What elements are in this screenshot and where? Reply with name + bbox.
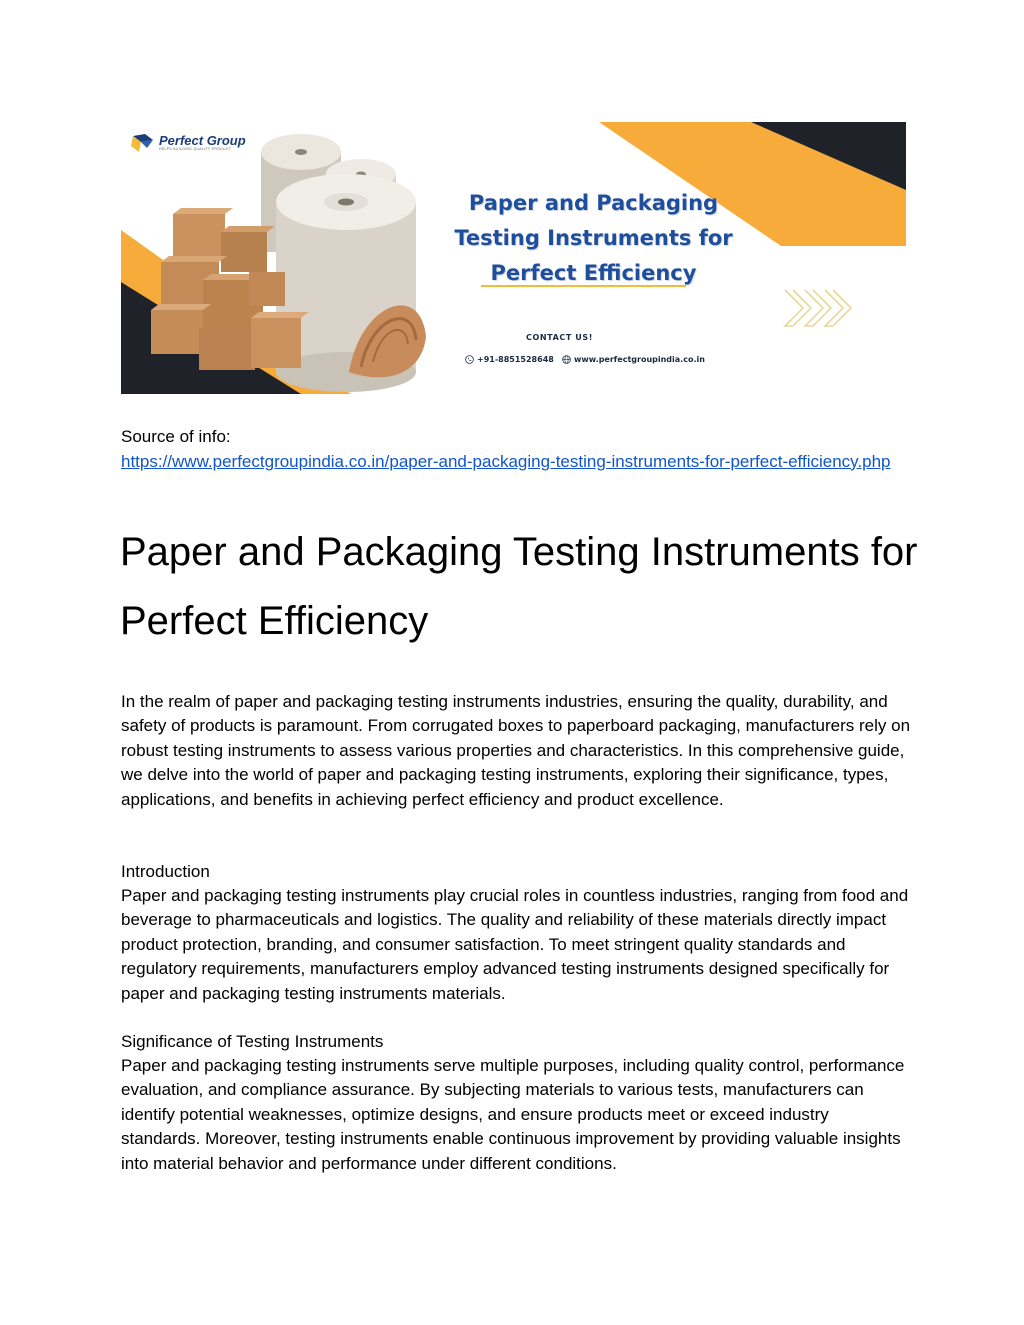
globe-icon (562, 355, 571, 364)
chevron-arrows-icon (783, 288, 861, 328)
banner-underline (481, 285, 686, 287)
phone-icon (465, 355, 474, 364)
website-url: www.perfectgroupindia.co.in (574, 355, 705, 364)
banner-title (421, 186, 766, 291)
banner-title-line: Paper and Packaging (468, 191, 719, 215)
significance-paragraph: Paper and packaging testing instruments serve multiple purposes, including quality control, performance evaluation, and compliance assurance. By subjecting materials to various tests, manufacturers can identify potential weaknesses, optimize designs, and ensure products meet or exceed industry standards. Moreover, testing instruments enable continuous improvement by providing valuable insights into material behavior and performance under different conditions. (121, 1056, 905, 1173)
phone-number: +91-8851528648 (477, 355, 554, 364)
logo-name: Perfect Group (159, 133, 246, 149)
banner-title-line: Perfect Efficiency (490, 261, 697, 285)
introduction-paragraph: Paper and packaging testing instruments play crucial roles in countless industries, ranging from food and beverage to pharmaceuticals and logistics. The quality and reliability of these materials directly impact product protection, branding, and consumer satisfaction. To meet stringent quality standards and regulatory requirements, manufacturers employ advanced testing instruments designed specifically for paper and packaging testing instruments materials. (121, 886, 909, 1003)
source-label: Source of info: (121, 427, 231, 446)
logo-tagline: HELPS BUILDING QUALITY PRODUCT (159, 147, 232, 152)
banner-title-line: Testing Instruments for (454, 226, 733, 250)
contact-label: CONTACT US! (526, 333, 594, 342)
source-info (121, 425, 911, 474)
significance-heading: Significance of Testing Instruments (121, 1032, 384, 1051)
source-link[interactable]: https://www.perfectgroupindia.co.in/paper-and-packaging-testing-instruments-for-perfect-efficiency.php (121, 451, 891, 471)
intro-paragraph: In the realm of paper and packaging testing instruments industries, ensuring the quality, durability, and safety of products is paramount. From corrugated boxes to paperboard packaging, manufacturers rely on robust testing instruments to assess various properties and characteristics. In this comprehensive guide, we delve into the world of paper and packaging testing instruments, exploring their significance, types, applications, and benefits in achieving perfect efficiency and product excellence. (121, 692, 911, 809)
banner-website (562, 355, 705, 364)
page-title: Paper and Packaging Testing Instruments for Perfect Efficiency (120, 530, 918, 643)
hero-banner (121, 122, 906, 394)
introduction-heading: Introduction (121, 862, 210, 881)
banner-phone (465, 355, 554, 364)
perfect-group-logo (131, 130, 246, 156)
perfect-group-logo-icon (131, 132, 155, 154)
